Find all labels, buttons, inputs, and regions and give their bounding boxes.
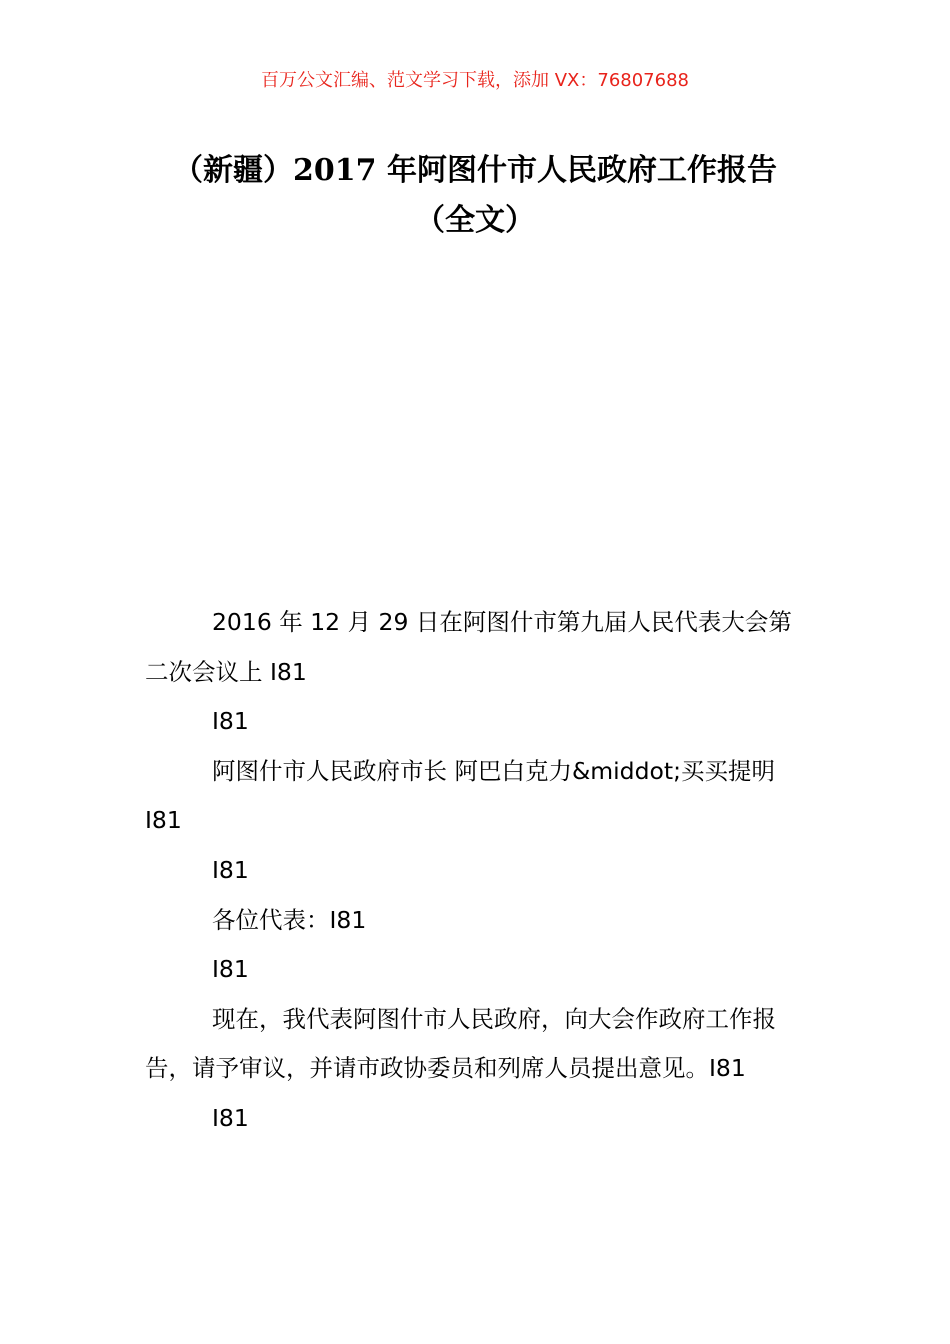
paragraph-speaker: 阿图什市人民政府市长 阿巴白克力&middot;买买提明 I81: [145, 756, 776, 835]
paragraph-opening: 现在，我代表阿图什市人民政府，向大会作政府工作报告，请予审议，并请市政协委员和列席人员提出意见。I81: [145, 1004, 776, 1083]
paragraph-marker: I81: [211, 955, 249, 984]
promo-banner: 百万公文汇编、范文学习下载，添加 VX：76807688: [261, 70, 689, 91]
paragraph-meeting-info: 2016 年 12 月 29 日在阿图什市第九届人民代表大会第二次会议上 I81: [145, 608, 792, 686]
document-title: （新疆）2017 年阿图什市人民政府工作报告（全文）: [173, 153, 777, 238]
paragraph-salutation: 各位代表：I81: [211, 905, 367, 934]
paragraph-marker: I81: [211, 855, 249, 884]
paragraph-marker: I81: [211, 1103, 249, 1132]
document-body: [145, 598, 810, 1144]
paragraph-marker: I81: [211, 707, 249, 736]
